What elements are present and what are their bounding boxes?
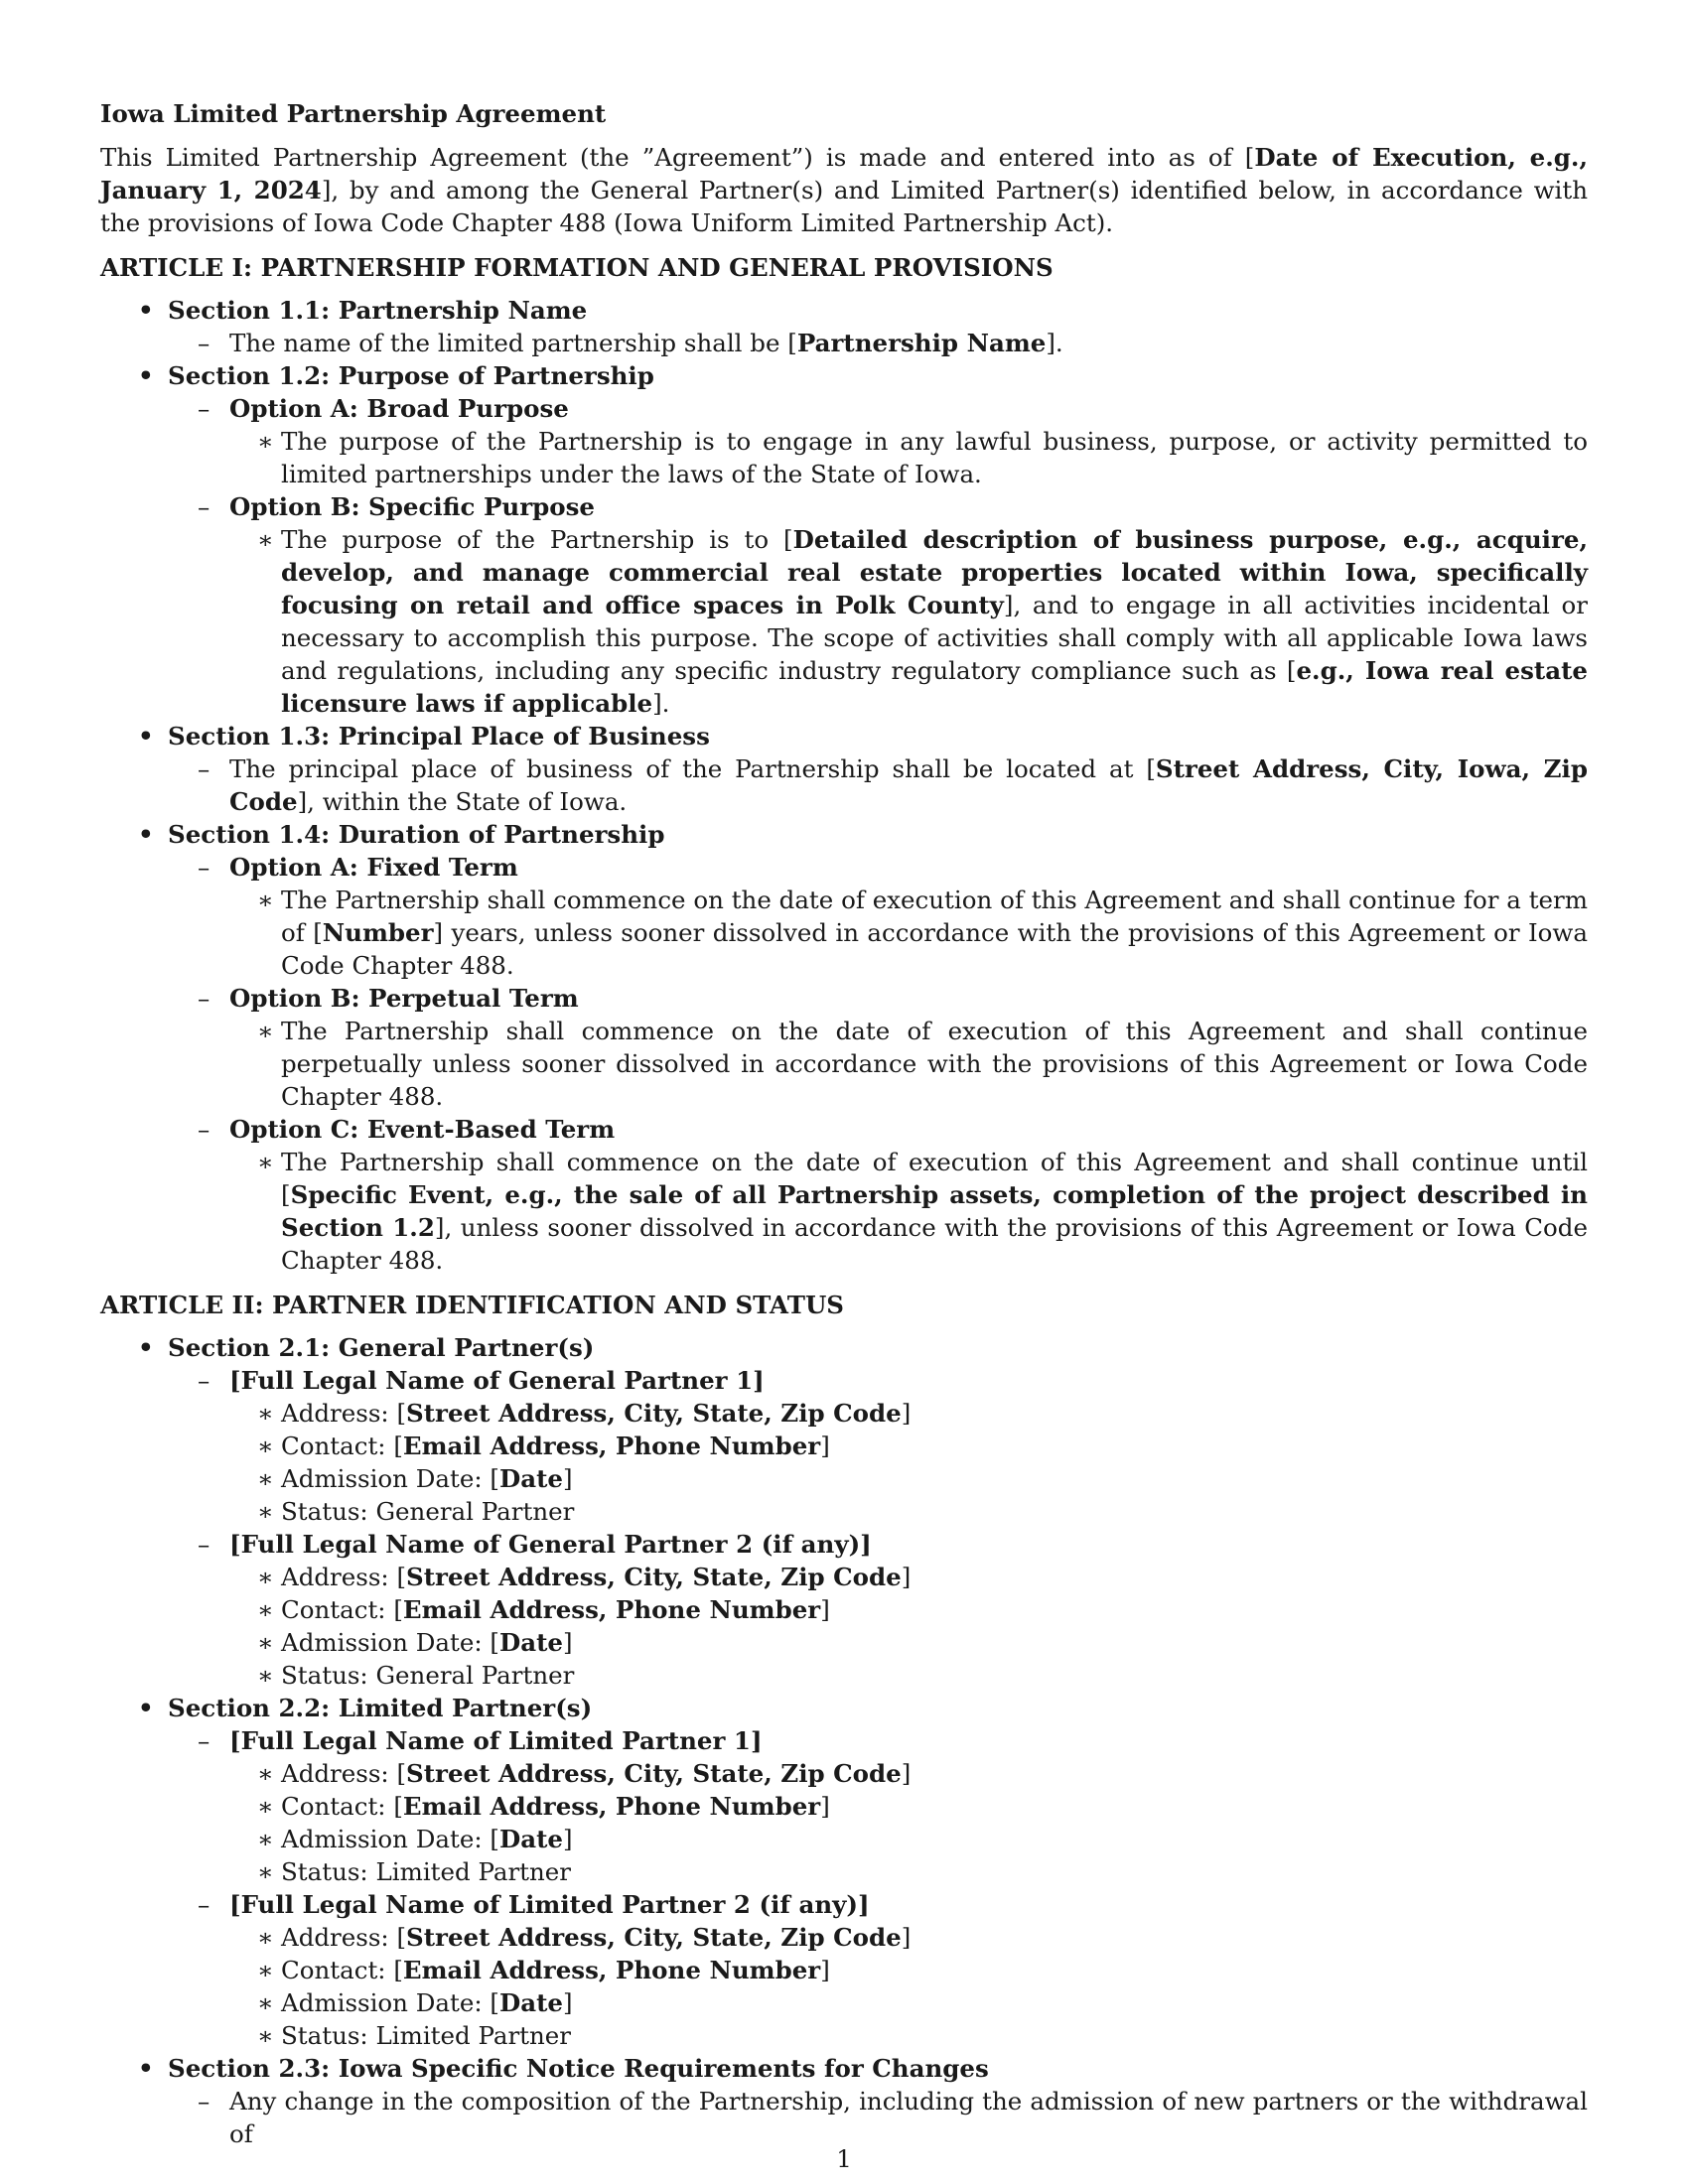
- partner-status: ∗ Status: Limited Partner: [229, 1855, 1588, 1888]
- execution-date-placeholder: Date of Execution, e.g., January 1, 2024: [100, 143, 1588, 205]
- article-2-sections: [100, 1331, 1588, 2150]
- list-item: ∗ The purpose of the Partnership is to [Detailed description of business purpose, e.g., acquire, develop, and manage commercial real estate properties located within Iowa, specifically focusing on retail and office spaces in Polk County], and to engage in all activities incidental or necessary to accomplish this purpose. The scope of activities shall comply with all applicable Iowa laws and regulations, including any specific industry regulatory compliance such as [e.g., Iowa real estate licensure laws if applicable].: [229, 523, 1588, 720]
- section-1-4: [100, 818, 1588, 1277]
- option-heading: – Option A: Broad Purpose: [229, 394, 569, 423]
- partner-name-placeholder: – [Full Legal Name of General Partner 1]: [229, 1366, 765, 1395]
- intro-paragraph: [100, 141, 1588, 239]
- section-heading: • Section 1.1: Partnership Name: [168, 296, 588, 325]
- list-item: ∗ The Partnership shall commence on the date of execution of this Agreement and shall continue perpetually unless sooner dissolved in accordance with the provisions of this Agreement or Iowa Code Chapter 488.: [229, 1015, 1588, 1113]
- list-item: – The name of the limited partnership shall be [Partnership Name].: [168, 327, 1588, 359]
- purpose-placeholder: Detailed description of business purpose, e.g., acquire, develop, and manage commercial real estate properties located within Iowa, specifically focusing on retail and office spaces in Polk County: [281, 525, 1588, 619]
- partnership-name-placeholder: Partnership Name: [796, 329, 1047, 357]
- document-title: Iowa Limited Partnership Agreement: [100, 99, 607, 128]
- partner-entry: [168, 1724, 1588, 1888]
- option-a: [168, 392, 1588, 490]
- partner-address: ∗ Address: [Street Address, City, State, Zip Code]: [229, 1757, 1588, 1790]
- list-item: ∗ The Partnership shall commence on the date of execution of this Agreement and shall continue for a term of [Number] years, unless sooner dissolved in accordance with the provisions of this Agreement or Iowa Code Chapter 488.: [229, 884, 1588, 982]
- partner-entry: [168, 1364, 1588, 1528]
- option-c: [168, 1113, 1588, 1277]
- partner-status: ∗ Status: General Partner: [229, 1659, 1588, 1692]
- article-1-heading: ARTICLE I: PARTNERSHIP FORMATION AND GENERAL PROVISIONS: [100, 253, 1054, 282]
- partner-name-placeholder: – [Full Legal Name of Limited Partner 1]: [229, 1726, 763, 1755]
- partner-name-placeholder: – [Full Legal Name of General Partner 2 (if any)]: [229, 1530, 872, 1559]
- partner-admission-date: ∗ Admission Date: [Date]: [229, 1986, 1588, 2019]
- partner-admission-date: ∗ Admission Date: [Date]: [229, 1626, 1588, 1659]
- option-heading: – Option B: Perpetual Term: [229, 984, 579, 1013]
- partner-entry: [168, 1888, 1588, 2052]
- section-heading: • Section 1.3: Principal Place of Business: [168, 722, 710, 751]
- section-heading: • Section 2.1: General Partner(s): [168, 1333, 595, 1362]
- partner-name-placeholder: – [Full Legal Name of Limited Partner 2 (if any)]: [229, 1890, 870, 1919]
- article-2: [100, 1289, 1588, 2150]
- partner-status: ∗ Status: General Partner: [229, 1495, 1588, 1528]
- option-heading: – Option C: Event-Based Term: [229, 1115, 616, 1144]
- section-2-3: [100, 2052, 1588, 2150]
- partner-address: ∗ Address: [Street Address, City, State, Zip Code]: [229, 1921, 1588, 1954]
- list-item: – The principal place of business of the Partnership shall be located at [Street Address, City, Iowa, Zip Code], within the State of Iowa.: [168, 752, 1588, 818]
- partner-admission-date: ∗ Admission Date: [Date]: [229, 1823, 1588, 1855]
- number-placeholder: Number: [322, 918, 434, 947]
- option-b: [168, 982, 1588, 1113]
- section-2-2: [100, 1692, 1588, 2052]
- partner-address: ∗ Address: [Street Address, City, State, Zip Code]: [229, 1397, 1588, 1430]
- section-2-1: [100, 1331, 1588, 1692]
- list-item: ∗ The purpose of the Partnership is to engage in any lawful business, purpose, or activity permitted to limited partnerships under the laws of the State of Iowa.: [229, 425, 1588, 490]
- address-placeholder: Street Address, City, Iowa, Zip Code: [229, 754, 1588, 816]
- document-page: [100, 97, 1588, 2162]
- partner-contact: ∗ Contact: [Email Address, Phone Number]: [229, 1954, 1588, 1986]
- section-heading: • Section 2.3: Iowa Specific Notice Requirements for Changes: [168, 2054, 989, 2083]
- option-a: [168, 851, 1588, 982]
- partner-contact: ∗ Contact: [Email Address, Phone Number]: [229, 1593, 1588, 1626]
- option-heading: – Option B: Specific Purpose: [229, 492, 595, 521]
- article-1: [100, 251, 1588, 1277]
- intro-text: ], by and among the General Partner(s) and Limited Partner(s) identified below, in accordance with the provisions of Iowa Code Chapter 488 (Iowa Uniform Limited Partnership Act).: [100, 176, 1589, 237]
- page-number: 1: [836, 2144, 852, 2173]
- article-1-sections: [100, 294, 1588, 1277]
- section-1-3: [100, 720, 1588, 818]
- partner-address: ∗ Address: [Street Address, City, State, Zip Code]: [229, 1561, 1588, 1593]
- partner-admission-date: ∗ Admission Date: [Date]: [229, 1462, 1588, 1495]
- partner-contact: ∗ Contact: [Email Address, Phone Number]: [229, 1430, 1588, 1462]
- section-heading: • Section 2.2: Limited Partner(s): [168, 1694, 593, 1722]
- partner-contact: ∗ Contact: [Email Address, Phone Number]: [229, 1790, 1588, 1823]
- article-2-heading: ARTICLE II: PARTNER IDENTIFICATION AND STATUS: [100, 1291, 844, 1319]
- list-item: – Any change in the composition of the Partnership, including the admission of new partners or the withdrawal of: [168, 2085, 1588, 2150]
- section-heading: • Section 1.2: Purpose of Partnership: [168, 361, 654, 390]
- option-heading: – Option A: Fixed Term: [229, 853, 518, 882]
- partner-status: ∗ Status: Limited Partner: [229, 2019, 1588, 2052]
- regulatory-placeholder: e.g., Iowa real estate licensure laws if applicable: [281, 656, 1588, 718]
- section-1-1: [100, 294, 1588, 359]
- event-placeholder: Specific Event, e.g., the sale of all Partnership assets, completion of the project described in Section 1.2: [281, 1180, 1588, 1242]
- section-1-2: [100, 359, 1588, 720]
- section-heading: • Section 1.4: Duration of Partnership: [168, 820, 665, 849]
- partner-entry: [168, 1528, 1588, 1692]
- list-item: ∗ The Partnership shall commence on the date of execution of this Agreement and shall continue until [Specific Event, e.g., the sale of all Partnership assets, completion of the project described in Section 1.2], unless sooner dissolved in accordance with the provisions of this Agreement or Iowa Code Chapter 488.: [229, 1146, 1588, 1277]
- intro-text: This Limited Partnership Agreement (the ”Agreement”) is made and entered into as of [: [100, 143, 1255, 172]
- option-b: [168, 490, 1588, 720]
